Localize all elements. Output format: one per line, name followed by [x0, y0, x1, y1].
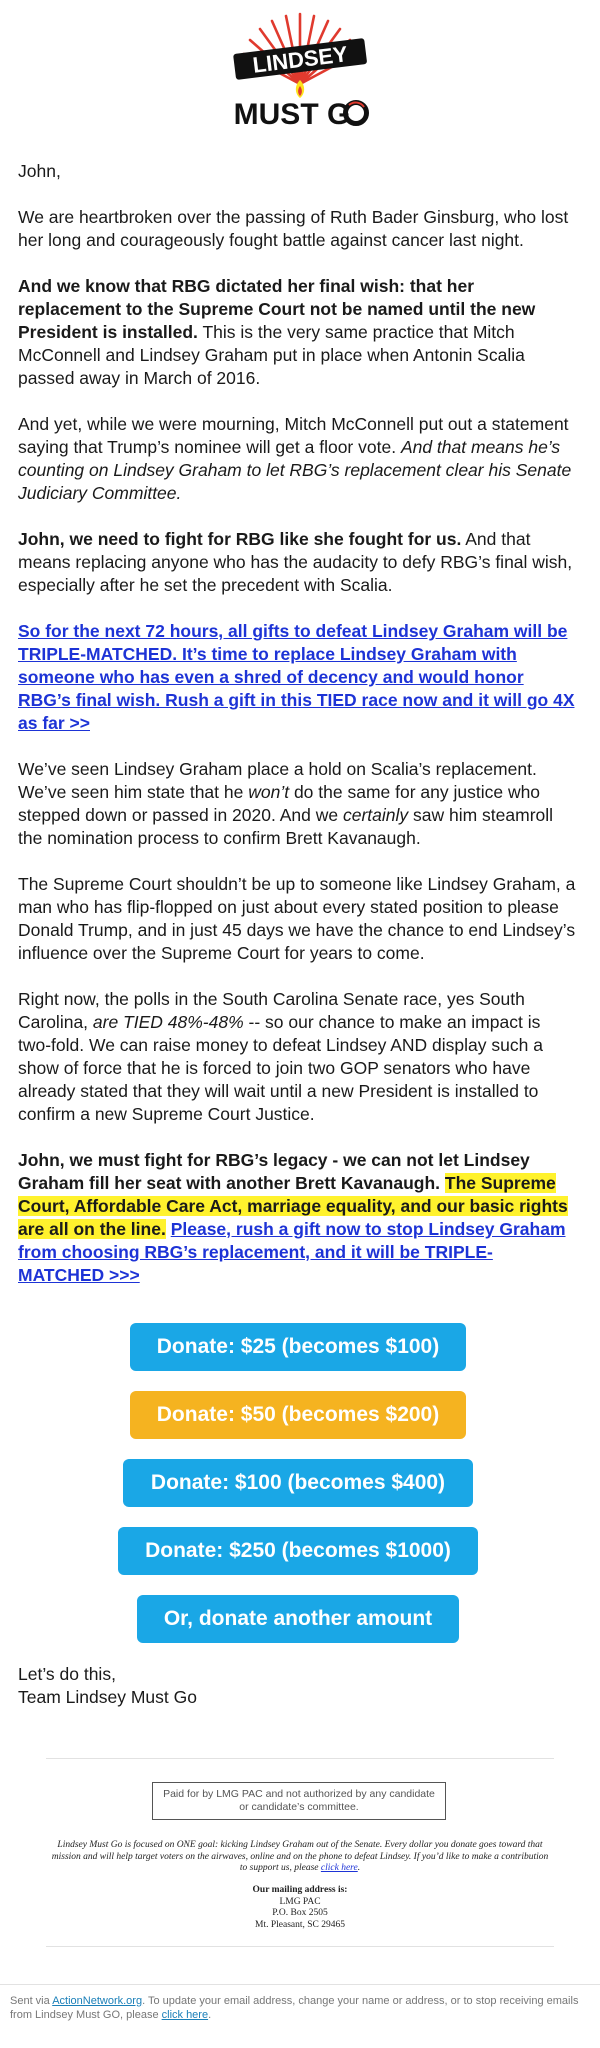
mailing-line-2: P.O. Box 2505 — [272, 1908, 328, 1918]
paragraph-2-rest: This is the very same practice that Mitch McConnell and Lindsey Graham put in place when Antonin Scalia passed away in March of 2016. — [18, 322, 525, 388]
paragraph-3-plain: And yet, while we were mourning, Mitch McConnell put out a statement saying that Trump’s nominee will get a floor vote. — [18, 414, 569, 457]
mailing-address — [150, 1885, 450, 1931]
paragraph-1: We are heartbroken over the passing of Ruth Bader Ginsburg, who lost her long and courageously fought battle against cancer last night. — [18, 207, 569, 250]
paragraph-3-italic: And that means he’s counting on Lindsey Graham to let RBG’s replacement clear his Senate Judiciary Committee. — [18, 437, 572, 503]
mailing-line-3: Mt. Pleasant, SC 29465 — [255, 1919, 345, 1930]
mission-end: . — [357, 1863, 361, 1873]
paragraph-8-b: -- so our chance to make an impact is two-fold. We can raise money to defeat Lindsey AND display such a show of force that he is forced to join two GOP senators who have already stated that they will wait until a new President is installed to confirm a new Supreme Court Justice. — [18, 1012, 543, 1124]
donate-25-button[interactable]: Donate: $25 (becomes $100) — [130, 1323, 466, 1371]
logo — [0, 8, 600, 134]
paragraph-6-italic-2: certainly — [342, 805, 409, 825]
paid-for-disclaimer: Paid for by LMG PAC and not authorized by any candidate or candidate’s committee. — [152, 1782, 446, 1820]
letter-body — [18, 160, 578, 1709]
mission-text: Lindsey Must Go is focused on ONE goal: kicking Lindsey Graham out of the Senate. Every dollar you donate goes toward that mission and will help target voters on the airwaves, online and on the phone to defeat Lindsey. If you’d like to make a contribution to support us, please — [51, 1840, 549, 1873]
paragraph-2 — [18, 275, 578, 390]
donate-100-button[interactable]: Donate: $100 (becomes $400) — [123, 1459, 473, 1507]
paragraph-3 — [18, 413, 578, 505]
paragraph-5 — [18, 620, 578, 735]
email-footer — [0, 1984, 600, 2022]
paragraph-2-bold: And we know that RBG dictated her final wish: that her replacement to the Supreme Court not be named until the new President is installed. — [18, 276, 536, 342]
footer-divider-bottom — [46, 1946, 554, 1947]
mission-statement — [50, 1840, 550, 1875]
sent-via-end: . — [208, 2008, 212, 2021]
donate-other-amount-button[interactable]: Or, donate another amount — [137, 1595, 459, 1643]
logo-line1: LINDSEY — [251, 41, 350, 78]
paragraph-4 — [18, 528, 578, 597]
paragraph-6 — [18, 758, 578, 850]
paragraph-8-italic: are TIED 48%-48% — [92, 1012, 244, 1032]
contribute-click-here-link[interactable]: click here — [320, 1863, 358, 1873]
greeting: John, — [18, 161, 61, 181]
paragraph-9 — [18, 1149, 578, 1287]
sent-via-label: Sent via — [10, 1995, 53, 2007]
paragraph-8 — [18, 988, 578, 1126]
unsubscribe-click-here-link[interactable]: click here — [161, 2008, 209, 2021]
triple-match-link[interactable]: So for the next 72 hours, all gifts to defeat Lindsey Graham will be TRIPLE-MATCHED. It’s time to replace Lindsey Graham with someone who has even a shred of decency and would honor RBG’s final wish. Rush a gift in this TIED race now and it will go 4X as far >> — [18, 621, 575, 733]
mailing-line-1: LMG PAC — [279, 1896, 321, 1907]
paragraph-6-b: do the same for any justice who stepped down or passed in 2020. And we — [18, 782, 541, 825]
paragraph-9-bold: John, we must fight for RBG’s legacy - we can not let Lindsey Graham fill her seat with another Brett Kavanaugh. — [18, 1150, 530, 1193]
mailing-label: Our mailing address is: — [252, 1885, 348, 1895]
paragraph-4-bold: John, we need to fight for RBG like she fought for us. — [18, 529, 462, 549]
paragraph-6-a: We’ve seen Lindsey Graham place a hold on Scalia’s replacement. We’ve seen him state that he — [18, 759, 537, 802]
actionnetwork-link[interactable]: ActionNetwork.org — [52, 1995, 143, 2007]
signoff-line-2: Team Lindsey Must Go — [18, 1687, 197, 1707]
footer-divider-top — [46, 1758, 554, 1759]
rush-gift-link[interactable]: Please, rush a gift now to stop Lindsey Graham from choosing RBG’s replacement, and it will be TRIPLE-MATCHED >>> — [18, 1219, 566, 1285]
logo-line2: MUST G — [233, 98, 351, 130]
paragraph-6-italic-1: won’t — [248, 782, 290, 802]
paragraph-9-highlight: The Supreme Court, Affordable Care Act, marriage equality, and our basic rights are all on the line. — [18, 1173, 568, 1239]
logo-line2-o: O — [344, 98, 368, 130]
paragraph-7: The Supreme Court shouldn’t be up to someone like Lindsey Graham, a man who has flip-flopped on just about every stated position to please Donald Trump, and in just 45 days we have the chance to end Lindsey’s influence over the Supreme Court for years to come. — [18, 874, 576, 963]
signoff-line-1: Let’s do this, — [18, 1664, 116, 1684]
donate-50-button[interactable]: Donate: $50 (becomes $200) — [130, 1391, 466, 1439]
unsubscribe-text: . To update your email address, change your name or address, or to stop receiving emails from Lindsey Must GO, please — [10, 1995, 579, 2021]
paragraph-4-rest: And that means replacing anyone who has the audacity to defy RBG’s final wish, especially after he set the precedent with Scalia. — [18, 529, 573, 595]
paragraph-6-c: saw him steamroll the nomination process to confirm Brett Kavanaugh. — [18, 805, 554, 848]
donate-250-button[interactable]: Donate: $250 (becomes $1000) — [118, 1527, 478, 1575]
lindsey-must-go-logo — [220, 8, 380, 130]
paragraph-8-a: Right now, the polls in the South Carolina Senate race, yes South Carolina, — [18, 989, 525, 1032]
signoff — [18, 1663, 578, 1709]
sent-via-text — [10, 1995, 590, 2022]
